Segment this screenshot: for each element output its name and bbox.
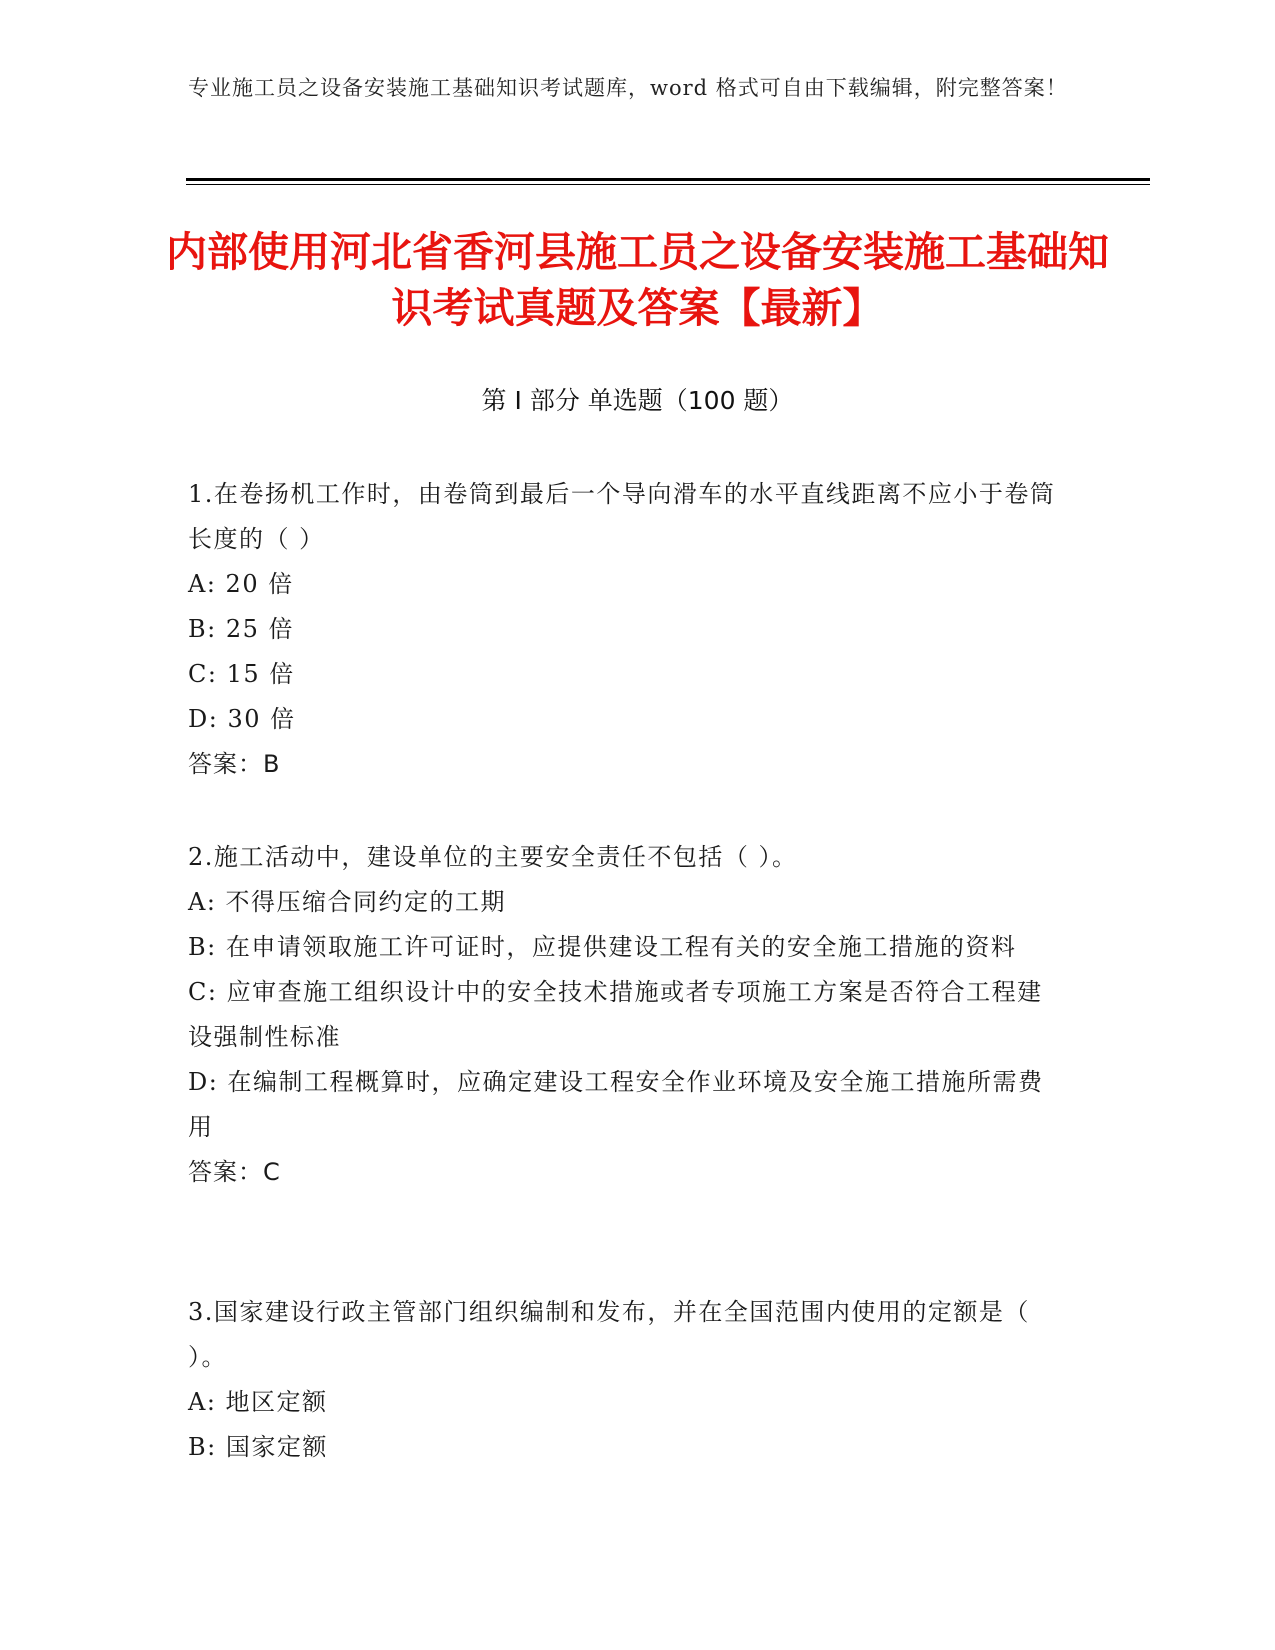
- header-rule-thick: [186, 178, 1150, 181]
- option-b: B: 国家定额: [188, 1433, 328, 1461]
- question-stem: 3.国家建设行政主管部门组织编制和发布，并在全国范围内使用的定额是（ ）。: [188, 1298, 1030, 1371]
- option-c: C: 15 倍: [188, 660, 295, 688]
- option-d: D: 在编制工程概算时，应确定建设工程安全作业环境及安全施工措施所需费用: [188, 1068, 1044, 1141]
- question-stem: 2.施工活动中，建设单位的主要安全责任不包括（ ）。: [188, 843, 798, 871]
- question-2: [188, 835, 1068, 1195]
- document-title: 内部使用河北省香河县施工员之设备安装施工基础知识考试真题及答案【最新】: [166, 228, 1109, 332]
- option-c: C: 应审查施工组织设计中的安全技术措施或者专项施工方案是否符合工程建设强制性标准: [188, 978, 1043, 1051]
- header-note: 专业施工员之设备安装施工基础知识考试题库，word 格式可自由下载编辑，附完整答案！: [188, 76, 1068, 100]
- option-d: D: 30 倍: [188, 705, 296, 733]
- question-3: [188, 1290, 1068, 1470]
- answer: 答案：B: [188, 750, 281, 778]
- answer: 答案：C: [188, 1158, 281, 1186]
- question-1: [188, 472, 1068, 787]
- section-heading: 第 I 部分 单选题（100 题）: [481, 386, 794, 415]
- option-b: B: 25 倍: [188, 615, 295, 643]
- option-b: B: 在申请领取施工许可证时，应提供建设工程有关的安全施工措施的资料: [188, 933, 1017, 961]
- option-a: A: 地区定额: [188, 1388, 328, 1416]
- option-a: A: 不得压缩合同约定的工期: [188, 888, 507, 916]
- option-a: A: 20 倍: [188, 570, 294, 598]
- header-rule-thin: [186, 184, 1150, 185]
- question-stem: 1.在卷扬机工作时，由卷筒到最后一个导向滑车的水平直线距离不应小于卷筒长度的（ ）: [188, 480, 1056, 553]
